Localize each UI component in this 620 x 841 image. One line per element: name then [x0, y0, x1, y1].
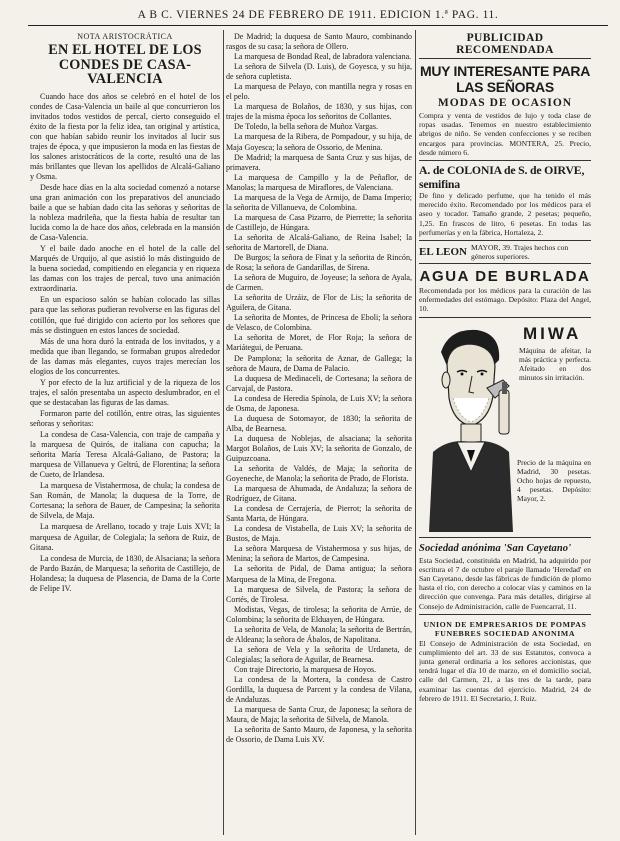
paragraph: La señorita de Alcalá-Galiano, de Reina Isabel; la señorita de Martorell, de Diana.	[226, 232, 412, 252]
ad-colonia-title: A. de COLONIA de S. de OIRVE, semifina	[419, 163, 585, 192]
ad-burlada	[419, 264, 591, 318]
paragraph: La duquesa de Medinaceli, de Cortesana; la señora de Carvajal, de Pastora.	[226, 373, 412, 393]
paragraph: La señorita de Pidal, de Dama antigua; la señora Marquesa de la Mina, de Fregona.	[226, 564, 412, 584]
ad-miwa-text-2: Precio de la máquina en Madrid, 30 pesetas. Ocho hojas de repuesto, 4 pesetas. Depósito: Mayor, 2.	[517, 457, 591, 504]
paragraph: La señorita de Urzáiz, de Flor de Lis; la señorita de Aguilera, de Gitana.	[226, 293, 412, 313]
paragraph: De Madrid; la duquesa de Santo Mauro, combinando rasgos de su casa; la señora de Ollero.	[226, 32, 412, 52]
paragraph: De Toledo, la bella señora de Muñoz Vargas.	[234, 122, 379, 132]
paragraph: La marquesa de Bondad Real, de labradora valenciana.	[234, 52, 412, 62]
paragraph: De Burgos; la señora de Finat y la señorita de Rincón, de Rosa; la señora de Gandarillas, de Sirena.	[226, 253, 412, 273]
ad-san-cayetano	[419, 538, 591, 615]
paragraph: La marquesa de la Ribera, de Pompadour, y su hija, de Maja Goyesca; la señora de Ossorio, de Menina.	[226, 132, 412, 152]
paragraph: La señorita de Moret, de Flor Roja; la señora de Mariátegui, de Peruana.	[226, 333, 412, 353]
ad-colonia-text: De fino y delicado perfume, que ha tenido el más merecido éxito. Recomendado por los médicos para el aseo y tocador. Tamaño grande, 2 pesetas; pequeño, 1,25. En frascos de litro, 6 pesetas. En todas las perfumerías y en la fábrica, Hortaleza, 2.	[419, 191, 591, 237]
paragraph: La señora de Muguiro, de Joyeuse; la señora de Ayala, de Carmen.	[226, 273, 412, 293]
paragraph: Y el baile dado anoche en el hotel de la calle del Marqués de Urquijo, al que asistió lo más distinguido de la buena sociedad, compitiendo en elegancia y en riqueza las damas con los trajes de percal, tuvo una animación extraordinaria.	[30, 244, 220, 294]
paragraph: Con traje Directorio, la marquesa de Hoyos.	[234, 664, 377, 674]
ad-modas-title: MUY INTERESANTE PARA LAS SEÑORAS	[419, 63, 591, 95]
paragraph: La señora de Silvela (D. Luis), de Goyesca, y su hija, de señora cupletista.	[226, 62, 412, 82]
paragraph: La señorita de Montes, de Princesa de Eboli; la señora de Velasco, de Colombina.	[226, 313, 412, 333]
ad-miwa-text: Máquina de afeitar, la más práctica y perfecta. Afeitado en dos minutos sin irritación.	[519, 345, 591, 383]
advertising-column	[419, 32, 591, 837]
ad-pompas-funebres	[419, 615, 591, 706]
paragraph: La marquesa de Vistahermosa, de chula; la condesa de San Román, de Manola; la duquesa de la Torre, de Cortesana; la señora de Bauer, de Campesina; la señorita de Silvela, de Maja.	[30, 481, 220, 521]
paragraph: Modistas, Vegas, de tirolesa; la señorita de Arrúe, de Colombina; la señorita de Elduayen, de Húngara.	[226, 604, 412, 624]
paragraph: La condesa de la Mortera, la condesa de Castro Gordilla, la duquesa de Parcent y la condesa de Vilana, de Andaluzas.	[226, 675, 412, 705]
paragraph: La condesa de Heredia Spínola, de Luis XV; la señora de Osma, de Japonesa.	[226, 393, 412, 413]
ad-pompas-funebres-title: UNION DE EMPRESARIOS DE POMPAS FUNEBRES SOCIEDAD ANONIMA	[423, 619, 587, 639]
paragraph: Formaron parte del cotillón, entre otras, las siguientes señoras y señoritas:	[30, 408, 220, 428]
paragraph: La marquesa de Campillo y la de Peñaflor, de Manolas; la marquesa de Miraflores, de Valenciana.	[226, 172, 412, 192]
article-headline: EN EL HOTEL DE LOS CONDES DE CASA-VALENCIA	[48, 42, 202, 87]
ad-miwa	[419, 318, 591, 538]
paragraph: La duquesa de Noblejas, de alsaciana; la señorita Margot Bolaños, de Luis XV; la señorita de Gonzalo, de Guipuzcoana.	[226, 433, 412, 463]
advertising-section-title: PUBLICIDAD RECOMENDADA	[419, 32, 591, 59]
paragraph: Desde hace días en la alta sociedad comenzó a notarse una gran animación con los preparativos del anunciado baile a que se habían dado cita las señoras y señoritas de la nobleza madrileña, que la fiesta había de resultar tan lucida como la de hace dos años, celebrada en la mansión de Casa-Valencia.	[30, 182, 220, 243]
paragraph: La condesa de Vistabella, de Luis XV; la señorita de Bustos, de Maja.	[226, 524, 412, 544]
paragraph: Más de una hora duró la entrada de los invitados, y a medida que iban llegando, se formaban grupos alrededor de las damas más elegantes, cuyos trajes merecían los elogios de los concurrentes.	[30, 336, 220, 376]
column-divider	[223, 30, 224, 835]
ad-miwa-name: MIWA	[523, 323, 582, 343]
paragraph: La marquesa de la Vega de Armijo, de Dama Imperio; la señorita de Villanueva, de Colombina.	[226, 192, 412, 212]
article-column-1	[30, 32, 220, 837]
paragraph: Cuando hace dos años se celebró en el hotel de los condes de Casa-Valencia un baile al que concurrieron los invitados todos vestidos de percal, cierto conseguido el éxito de la fiesta por la feliz idea, tan original y artística, con que habían sabido reunir los invitados al lucir sus trajes de época, y que impusieron la moda en las fiestas de los salones aristocráticos de la corte, resultó una de las más brillantes que llevan los apellidos de Alcalá-Galiano y Osma.	[30, 91, 220, 181]
paragraph: La condesa de Casa-Valencia, con traje de campaña y la marquesa de Quirós, de italiana con capucha; la señorita María Teresa Alcalá-Galiano, de Pastora; la marquesa de Villanueva y Geltrú, de Florentina; la señora de Cueto, de Irlandesa.	[30, 430, 220, 480]
ad-modas-text: Compra y venta de vestidos de lujo y toda clase de ropas usadas. Tenemos en nuestro establecimiento abrigos de niño. Se venden confecciones y se reciben encargos para provincias. MONTERA, 25. Precio, desde número 6.	[419, 111, 591, 157]
ad-modas	[419, 61, 591, 161]
section-kicker: NOTA ARISTOCRÁTICA	[77, 32, 173, 41]
paragraph: La marquesa de Casa Pizarro, de Pierrette; la señorita de Castillejo, de Húngara.	[226, 212, 412, 232]
paragraph: De Madrid; la marquesa de Santa Cruz y sus hijas, de primavera.	[226, 152, 412, 172]
paragraph: La marquesa de Pelayo, con mantilla negra y rosas en el pelo.	[226, 82, 412, 102]
ad-burlada-text: Recomendada por los médicos para la curación de las enfermedades del estómago. Depósito: Plaza del Angel, 10.	[419, 286, 591, 314]
paragraph: La señora Marquesa de Vistahermosa y sus hijas, de Menina; la señora de Martos, de Campesina.	[226, 544, 412, 564]
ad-el-leon-text: MAYOR, 39. Trajes hechos con géneros superiores.	[471, 243, 569, 262]
paragraph: La señorita de Valdés, de Maja; la señorita de Goyeneche, de Manola; la señorita de Prado, de Florista.	[226, 464, 412, 484]
paragraph: La duquesa de Sotomayor, de 1830; la señorita de Alba, de Bearnesa.	[226, 413, 412, 433]
paragraph: En un espacioso salón se habían colocado las sillas para que las señoras pudieran revolverse en las figuras del cotillón, que fué dirigido con acierto por los señores que más se distinguen en estos lances de sociedad.	[30, 295, 220, 335]
paragraph: La condesa de Cerrajería, de Pierrot; la señorita de Santa Marta, de Húngara.	[226, 504, 412, 524]
paragraph: La marquesa de Bolaños, de 1830, y sus hijas, con trajes de la misma época los señoritos de Collantes.	[226, 102, 412, 122]
ad-pompas-funebres-text: El Consejo de Administración de esta Sociedad, en cumplimiento del art. 33 de sus Estatutos, convoca a junta general ordinaria a los señores accionistas, que tendrá lugar el día 10 de marzo, en el domicilio social, calle del Carmen, 21, a las tres de la tarde, para examinar las cuentas del ejercicio. Madrid, 24 de febrero de 1911. El Secretario, J. Ruiz.	[419, 638, 591, 703]
paragraph: La marquesa de Ahumada, de Andaluza; la señora de Rodríguez, de Gitana.	[226, 484, 412, 504]
paragraph: La condesa de Murcia, de 1830, de Alsaciana; la señora de Pardo Bazán, de Marquesa; la señorita de Castillejo, de Holandesa; la duquesa de Plasencia, de Dama de la Corte de Felipe IV.	[30, 553, 220, 593]
paragraph: La señorita de Santo Mauro, de Japonesa, y la señorita de Ossorio, de Dama Luis XV.	[226, 725, 412, 745]
paragraph: La señorita de Vela, de Manola; la señorita de Bertrán, de Aldeana; la señora de Ábalos, de Napolitana.	[226, 624, 412, 644]
paragraph: La marquesa de Silvela, de Pastora; la señora de Cortés, de Tirolesa.	[226, 584, 412, 604]
article-column-2	[226, 32, 412, 837]
paragraph: Y por efecto de la luz artificial y de la riqueza de los trajes, el salón presentaba un aspecto deslumbrador, en el que se destacaban las figuras de las damas.	[30, 377, 220, 407]
ad-san-cayetano-text: Esta Sociedad, constituida en Madrid, ha adquirido por escritura el 7 de octubre el paraje llamado 'Heredad' en San Cayetano, desde las fábricas de fundición de plomo hasta el río, con derecho a colocar vías y caminos en la dirección que convenga. Para más detalles, dirigirse al Consejo de Administración, calle de Fuencarral, 11.	[419, 555, 591, 611]
column-divider	[415, 30, 416, 835]
paragraph: De Pamplona; la señorita de Aznar, de Gallega; la señora de Maura, de Dama de Palacio.	[226, 353, 412, 373]
paragraph: La marquesa de Santa Cruz, de Japonesa; la señora de Maura, de Maja; la señorita de Silvela, de Manola.	[226, 705, 412, 725]
paragraph: La marquesa de Arellano, tocado y traje Luis XVI; la marquesa de Aguilar, de Colegiala; la señora de Ruiz, de Gitana.	[30, 522, 220, 552]
ad-colonia	[419, 161, 591, 241]
paragraph: La señora de Vela y la señorita de Urdaneta, de Colegialas; la señora de Aguilar, de Bearnesa.	[226, 644, 412, 664]
ad-el-leon	[419, 241, 591, 264]
ad-modas-subtitle: MODAS DE OCASION	[437, 97, 573, 109]
ad-san-cayetano-title: Sociedad anónima 'San Cayetano'	[419, 542, 572, 554]
page-masthead: A B C. VIERNES 24 DE FEBRERO DE 1911. EDICION 1.ª PAG. 11.	[28, 6, 608, 26]
man-shaving-illustration	[419, 322, 515, 532]
ad-el-leon-name: EL LEON	[419, 246, 467, 259]
ad-burlada-title: AGUA DE BURLADA	[419, 268, 591, 286]
